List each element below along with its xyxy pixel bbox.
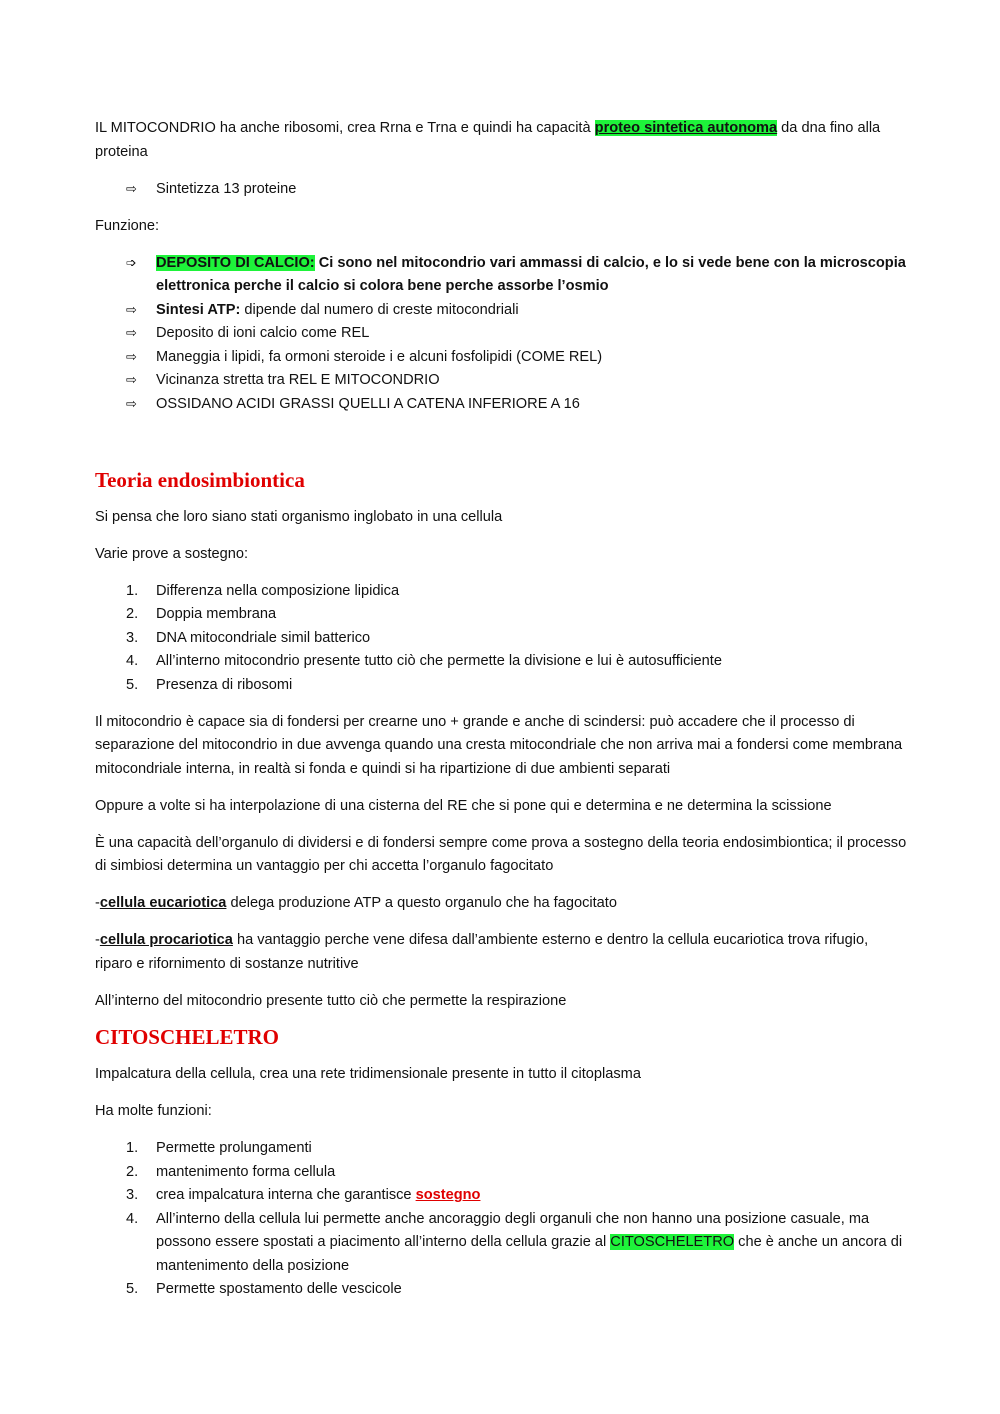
list-item — [95, 580, 907, 604]
document-body — [95, 117, 907, 1315]
list-item — [95, 674, 907, 698]
paragraph-impalcatura: Impalcatura della cellula, crea una rete tridimensionale presente in tutto il citoplasma — [95, 1066, 641, 1082]
list-number: 5. — [126, 1281, 139, 1297]
bold-term: Sintesi ATP: — [156, 301, 241, 318]
highlighted-term: CITOSCHELETRO — [610, 1234, 735, 1250]
highlighted-term: proteo sintetica autonoma — [594, 120, 778, 136]
paragraph-molte-funzioni: Ha molte funzioni: — [95, 1103, 212, 1119]
list-item — [95, 322, 907, 346]
text: IL MITOCONDRIO ha anche ribosomi, crea Rrna e Trna e quindi ha capacità — [95, 120, 595, 136]
list-item-text: mantenimento forma cellula — [156, 1163, 336, 1180]
list-item-text: Maneggia i lipidi, fa ormoni steroide i e alcuni fosfolipidi (COME REL) — [156, 348, 603, 365]
paragraph-si-pensa: Si pensa che loro siano stati organismo inglobato in una cellula — [95, 508, 503, 525]
paragraph-respirazione: All’interno del mitocondrio presente tutto ciò che permette la respirazione — [95, 992, 567, 1009]
list-item-text: Vicinanza stretta tra REL E MITOCONDRIO — [156, 372, 440, 388]
list-item-text: crea impalcatura interna che garantisce — [156, 1187, 416, 1203]
list-item-text: che è anche un ancora di mantenimento della posizione — [156, 1234, 903, 1274]
list-item — [95, 650, 907, 674]
paragraph-cellula-eucariotica — [95, 892, 907, 916]
list-item — [95, 299, 907, 323]
arrow-list-proteine — [95, 178, 907, 202]
heading-teoria-endosimbiontica: Teoria endosimbiontica — [95, 467, 305, 492]
list-number: 3. — [126, 629, 139, 646]
list-item-text: Presenza di ribosomi — [156, 676, 293, 693]
list-item — [95, 1161, 907, 1185]
dash: - — [95, 895, 100, 911]
dash: - — [95, 932, 100, 948]
highlighted-term: DEPOSITO DI CALCIO: — [156, 254, 315, 271]
list-number: 3. — [126, 1187, 139, 1203]
list-number: 1. — [126, 1140, 139, 1156]
list-item — [95, 1208, 907, 1279]
paragraph-cellula-procariotica — [95, 929, 907, 976]
red-term: sostegno — [415, 1187, 481, 1203]
list-item — [95, 178, 907, 202]
list-item-text: OSSIDANO ACIDI GRASSI QUELLI A CATENA INFERIORE A 16 — [156, 395, 580, 412]
list-item-text: All’interno della cellula lui permette anche ancoraggio degli organuli che non hanno una posizione casuale, ma possono essere spostati a piacimento all’interno della cellula grazie al — [156, 1210, 870, 1250]
list-number: 4. — [126, 653, 139, 669]
list-item-text: Permette prolungamenti — [156, 1140, 312, 1156]
list-number: 1. — [126, 582, 139, 599]
list-item-text: Sintetizza 13 proteine — [156, 180, 297, 197]
list-item-text: Doppia membrana — [156, 606, 277, 622]
list-item — [95, 627, 907, 651]
text: ha vantaggio perche vene difesa dall’ambiente esterno e dentro la cellula eucariotica trova rifugio, riparo e rifornimento di sostanze nutritive — [95, 932, 869, 972]
list-item — [95, 1278, 907, 1302]
list-number: 2. — [126, 606, 139, 622]
list-number: 5. — [126, 676, 139, 693]
bold-arrow-icon: ➩ — [126, 255, 137, 271]
list-item — [95, 1184, 907, 1208]
list-item — [95, 1137, 907, 1161]
list-item-text: Differenza nella composizione lipidica — [156, 582, 400, 599]
numbered-list-prove — [95, 580, 907, 698]
paragraph-funzione-label: Funzione: — [95, 217, 160, 234]
arrow-icon: ⇨ — [126, 181, 137, 197]
paragraph-capacita: È una capacità dell’organulo di dividersi e di fondersi sempre come prova a sostegno della teoria endosimbiontica; il processo di simbiosi determina un vantaggio per chi accetta l’organulo fagocitato — [95, 834, 907, 874]
list-item — [95, 603, 907, 627]
list-item — [95, 369, 907, 393]
list-number: 2. — [126, 1163, 139, 1180]
arrow-icon: ⇨ — [126, 302, 137, 318]
numbered-list-funzioni — [95, 1137, 907, 1302]
text: da dna fino alla proteina — [95, 120, 881, 160]
list-item — [95, 346, 907, 370]
arrow-icon: ⇨ — [126, 396, 137, 412]
arrow-list-funzioni — [95, 252, 907, 417]
paragraph-fondersi: Il mitocondrio è capace sia di fondersi per crearne uno + grande e anche di scindersi: può accadere che il processo di separazione del mitocondrio in due avvenga quando una cresta mitocondriale che non arriva mai a fondersi come membrana mitocondriale interna, in realtà si fonda e quindi si ha ripartizione di due ambienti separati — [95, 713, 903, 777]
list-item-text: Deposito di ioni calcio come REL — [156, 325, 370, 341]
heading-citoscheletro: CITOSCHELETRO — [95, 1025, 280, 1049]
list-number: 4. — [126, 1210, 139, 1227]
list-item — [95, 252, 907, 299]
bold-term: cellula procariotica — [99, 932, 233, 948]
list-item-text: Permette spostamento delle vescicole — [156, 1281, 402, 1297]
list-item — [95, 393, 907, 417]
spacer — [95, 430, 907, 466]
list-item-text: DNA mitocondriale simil batterico — [156, 629, 371, 646]
arrow-icon: ⇨ — [126, 326, 137, 341]
arrow-icon: ⇨ — [126, 349, 137, 365]
list-item-text: dipende dal numero di creste mitocondriali — [240, 301, 519, 318]
paragraph-varie-prove: Varie prove a sostegno: — [95, 545, 249, 562]
paragraph-mitocondrio-ribosomi — [95, 117, 907, 164]
list-item-text: Ci sono nel mitocondrio vari ammassi di calcio, e lo si vede bene con la microscopia elettronica perche il calcio si colora bene perche assorbe l’osmio — [156, 254, 906, 294]
text: delega produzione ATP a questo organulo che ha fagocitato — [226, 895, 617, 911]
paragraph-oppure: Oppure a volte si ha interpolazione di una cisterna del RE che si pone qui e determina e ne determina la scissione — [95, 797, 832, 814]
arrow-icon: ⇨ — [126, 373, 137, 388]
bold-term: cellula eucariotica — [99, 895, 227, 911]
list-item-text: All’interno mitocondrio presente tutto ciò che permette la divisione e lui è autosufficiente — [156, 653, 722, 669]
